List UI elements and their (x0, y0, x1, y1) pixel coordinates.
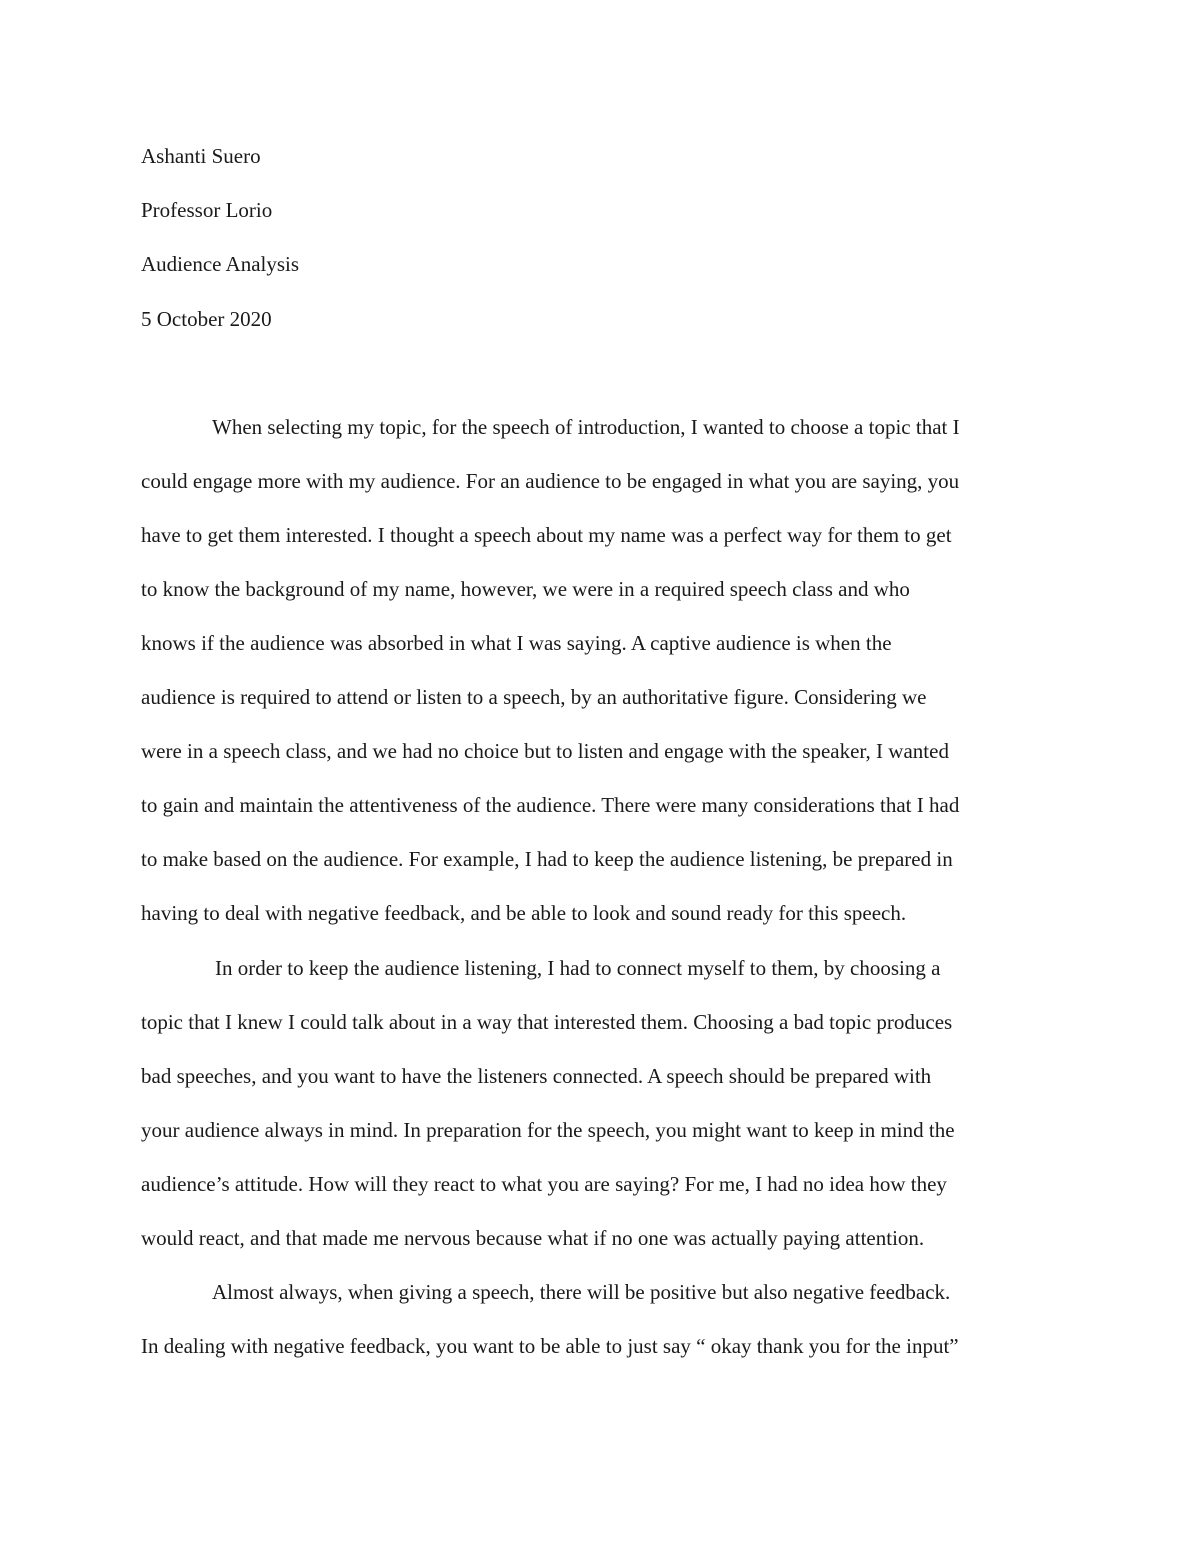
assignment-title: Audience Analysis (141, 252, 300, 276)
body-line: to gain and maintain the attentiveness of the audience. There were many considerations that I had (141, 793, 960, 817)
document-date: 5 October 2020 (141, 307, 272, 331)
body-line: bad speeches, and you want to have the listeners connected. A speech should be prepared with (141, 1064, 932, 1088)
body-line: In order to keep the audience listening, I had to connect myself to them, by choosing a (215, 956, 941, 980)
body-line: audience’s attitude. How will they react to what you are saying? For me, I had no idea how they (141, 1172, 947, 1196)
author-name: Ashanti Suero (141, 144, 261, 168)
body-line: your audience always in mind. In preparation for the speech, you might want to keep in mind the (141, 1118, 955, 1142)
body-line: knows if the audience was absorbed in what I was saying. A captive audience is when the (141, 631, 892, 655)
body-line: audience is required to attend or listen to a speech, by an authoritative figure. Considering we (141, 685, 927, 709)
body-line: would react, and that made me nervous because what if no one was actually paying attention. (141, 1226, 925, 1250)
body-line: In dealing with negative feedback, you want to be able to just say “ okay thank you for the input” (141, 1334, 959, 1358)
body-line: topic that I knew I could talk about in a way that interested them. Choosing a bad topic produces (141, 1010, 953, 1034)
professor-name: Professor Lorio (141, 198, 273, 222)
body-line: having to deal with negative feedback, and be able to look and sound ready for this speech. (141, 901, 907, 925)
body-line: could engage more with my audience. For an audience to be engaged in what you are saying, you (141, 469, 960, 493)
body-line: have to get them interested. I thought a speech about my name was a perfect way for them to get (141, 523, 952, 547)
body-line: were in a speech class, and we had no choice but to listen and engage with the speaker, I wanted (141, 739, 949, 763)
body-line: When selecting my topic, for the speech of introduction, I wanted to choose a topic that I (212, 415, 960, 439)
body-line: to know the background of my name, however, we were in a required speech class and who (141, 577, 910, 601)
body-line: to make based on the audience. For example, I had to keep the audience listening, be prepared in (141, 847, 953, 871)
body-line: Almost always, when giving a speech, there will be positive but also negative feedback. (212, 1280, 951, 1304)
